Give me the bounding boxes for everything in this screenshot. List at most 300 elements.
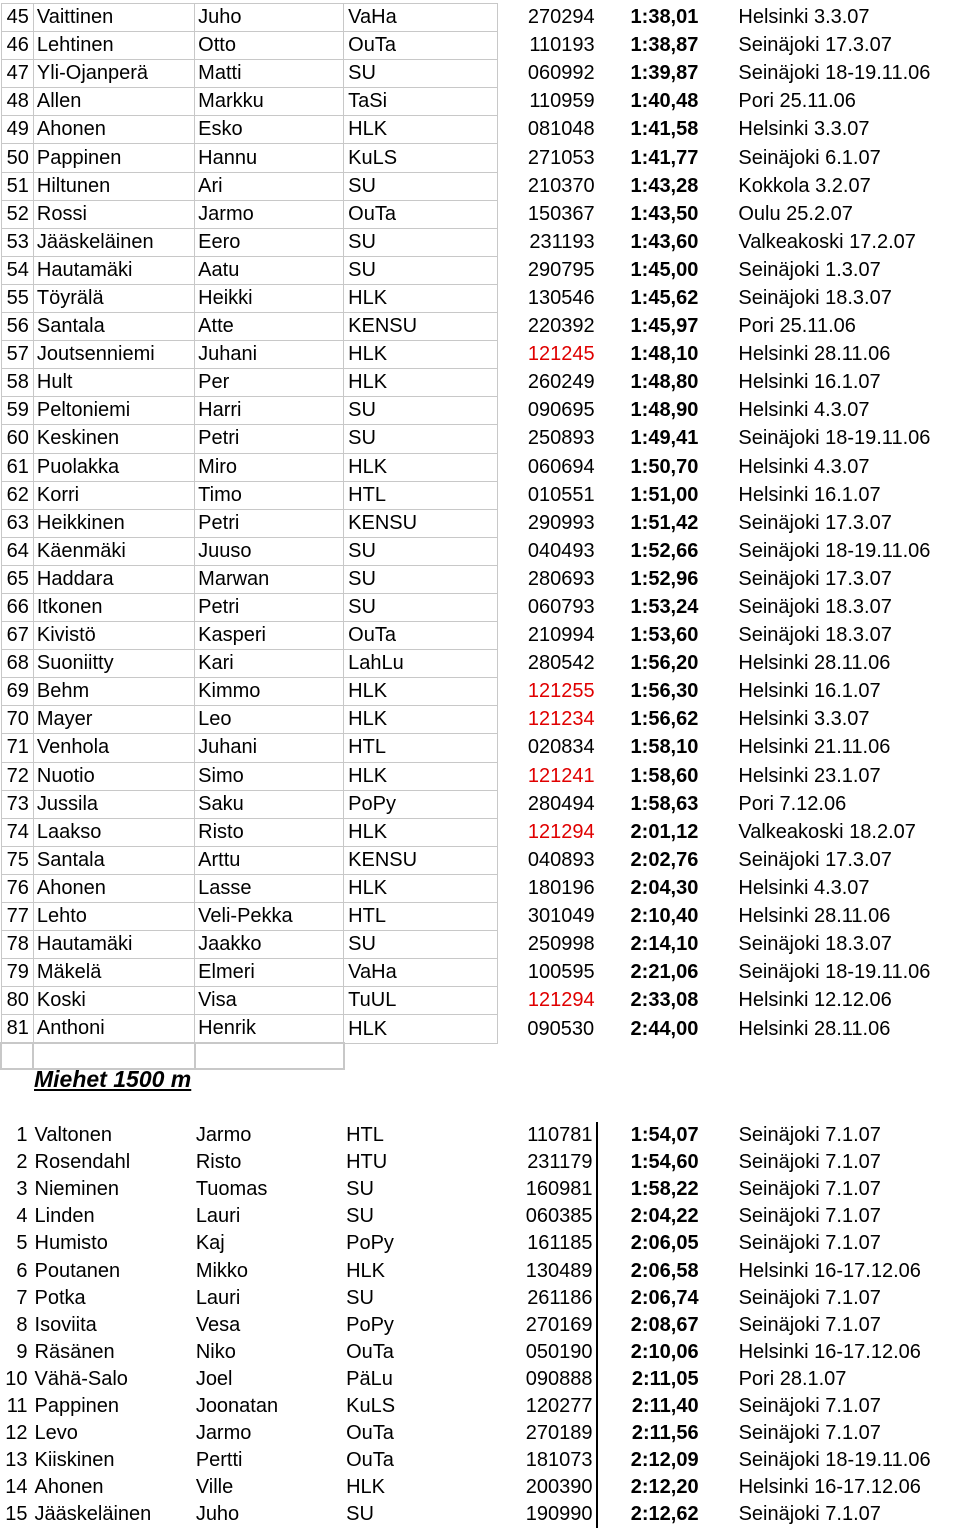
table-row bbox=[1, 762, 959, 790]
venue-date-cell: Seinäjoki 7.1.07 bbox=[738, 1394, 881, 1417]
table-row bbox=[1, 425, 959, 453]
table-row bbox=[1, 256, 959, 284]
table-row bbox=[1, 481, 959, 509]
club-cell: SU bbox=[344, 593, 498, 621]
rank-cell: 73 bbox=[1, 790, 33, 818]
venue-date-cell: Helsinki 16-17.12.06 bbox=[738, 1259, 921, 1282]
surname-cell: Itkonen bbox=[33, 593, 194, 621]
result-time-cell: 2:14,10 bbox=[630, 933, 699, 956]
club-cell: HLK bbox=[344, 706, 498, 734]
empty-cell bbox=[344, 1043, 498, 1069]
result-time-cell: 2:12,20 bbox=[630, 1476, 699, 1499]
result-time-cell: 1:56,30 bbox=[630, 680, 699, 703]
result-time-cell: 2:08,67 bbox=[630, 1313, 699, 1336]
birth-date-cell: 121294 bbox=[527, 989, 595, 1012]
first-name-cell: Leo bbox=[195, 706, 344, 734]
surname-cell: Töyrälä bbox=[33, 284, 194, 312]
club-cell: OuTa bbox=[346, 1449, 394, 1472]
first-name-cell: Petri bbox=[195, 509, 344, 537]
birth-date-cell: 250998 bbox=[527, 933, 595, 956]
club-cell: VaHa bbox=[344, 4, 498, 32]
rank-cell: 56 bbox=[1, 313, 33, 341]
club-cell: KuLS bbox=[346, 1394, 396, 1417]
surname-cell: Ahonen bbox=[33, 116, 194, 144]
club-cell: HLK bbox=[344, 762, 498, 790]
first-name-cell: Henrik bbox=[195, 1015, 344, 1044]
first-name-cell: Juho bbox=[195, 4, 344, 32]
club-cell: HLK bbox=[346, 1476, 386, 1499]
surname-cell: Joutsenniemi bbox=[33, 341, 194, 369]
club-cell: SU bbox=[346, 1205, 374, 1228]
rank-cell: 46 bbox=[1, 32, 33, 60]
table-row bbox=[1, 284, 959, 312]
result-time-cell: 2:04,30 bbox=[630, 876, 699, 899]
first-name-cell: Petri bbox=[195, 425, 344, 453]
surname-cell: Mäkelä bbox=[33, 959, 194, 987]
club-cell: HLK bbox=[344, 453, 498, 481]
venue-date-cell: Seinäjoki 7.1.07 bbox=[738, 1205, 881, 1228]
venue-date-cell: Helsinki 4.3.07 bbox=[738, 876, 870, 899]
surname-cell: Mayer bbox=[33, 706, 194, 734]
venue-date-cell: Seinäjoki 7.1.07 bbox=[738, 1232, 881, 1255]
table-row bbox=[0, 1447, 960, 1474]
table-row bbox=[0, 1474, 960, 1501]
surname-cell: Ahonen bbox=[34, 1476, 104, 1499]
result-time-cell: 1:43,50 bbox=[630, 202, 699, 225]
birth-date-cell: 040493 bbox=[527, 539, 595, 562]
result-time-cell: 1:51,42 bbox=[630, 511, 699, 534]
venue-date-cell: Pori 25.11.06 bbox=[738, 90, 856, 113]
venue-date-cell: Seinäjoki 7.1.07 bbox=[738, 1124, 881, 1147]
club-cell: OuTa bbox=[344, 32, 498, 60]
first-name-cell: Jarmo bbox=[195, 1422, 252, 1445]
rank-cell: 81 bbox=[1, 1015, 33, 1044]
venue-date-cell: Pori 28.1.07 bbox=[738, 1367, 847, 1390]
first-name-cell: Arttu bbox=[195, 846, 344, 874]
first-name-cell: Esko bbox=[195, 116, 344, 144]
venue-date-cell: Seinäjoki 18-19.11.06 bbox=[738, 539, 931, 562]
surname-cell: Pappinen bbox=[33, 144, 194, 172]
surname-cell: Levo bbox=[34, 1422, 78, 1445]
result-time-cell: 1:49,41 bbox=[630, 427, 699, 450]
venue-date-cell: Seinäjoki 18.3.07 bbox=[738, 286, 892, 309]
rank-cell: 63 bbox=[1, 509, 33, 537]
surname-cell: Rosendahl bbox=[34, 1151, 131, 1174]
birth-date-cell: 200390 bbox=[495, 1474, 597, 1501]
table-row bbox=[1, 931, 959, 959]
birth-date-cell: 220392 bbox=[527, 315, 595, 338]
birth-date-cell: 271053 bbox=[527, 146, 595, 169]
first-name-cell: Risto bbox=[195, 1151, 242, 1174]
club-cell: SU bbox=[346, 1178, 374, 1201]
surname-cell: Pappinen bbox=[34, 1394, 120, 1417]
table-row bbox=[1, 453, 959, 481]
surname-cell: Santala bbox=[33, 313, 194, 341]
first-name-cell: Tuomas bbox=[195, 1178, 268, 1201]
rank-cell: 62 bbox=[1, 481, 33, 509]
birth-date-cell: 120277 bbox=[495, 1393, 597, 1420]
first-name-cell: Visa bbox=[195, 987, 344, 1015]
birth-date-cell: 231179 bbox=[495, 1149, 597, 1176]
table-row bbox=[1, 88, 959, 116]
club-cell: KuLS bbox=[344, 144, 498, 172]
table-row bbox=[1, 959, 959, 987]
venue-date-cell: Helsinki 4.3.07 bbox=[738, 455, 870, 478]
empty-cell bbox=[701, 1043, 959, 1069]
rank-cell: 77 bbox=[1, 903, 33, 931]
birth-date-cell: 190990 bbox=[495, 1501, 597, 1528]
first-name-cell: Markku bbox=[195, 88, 344, 116]
rank-cell: 12 bbox=[5, 1422, 28, 1445]
club-cell: SU bbox=[344, 537, 498, 565]
table-row bbox=[1, 172, 959, 200]
birth-date-cell: 090530 bbox=[527, 1017, 595, 1040]
first-name-cell: Otto bbox=[195, 32, 344, 60]
club-cell: HTL bbox=[344, 481, 498, 509]
result-time-cell: 2:10,40 bbox=[630, 905, 699, 928]
first-name-cell: Matti bbox=[195, 60, 344, 88]
first-name-cell: Heikki bbox=[195, 284, 344, 312]
club-cell: OuTa bbox=[346, 1422, 394, 1445]
club-cell: SU bbox=[344, 565, 498, 593]
venue-date-cell: Seinäjoki 7.1.07 bbox=[738, 1503, 881, 1526]
surname-cell: Hautamäki bbox=[33, 931, 194, 959]
birth-date-cell: 121234 bbox=[527, 708, 595, 731]
result-time-cell: 1:41,77 bbox=[630, 146, 699, 169]
surname-cell: Linden bbox=[34, 1205, 95, 1228]
surname-cell: Kiiskinen bbox=[34, 1449, 115, 1472]
result-time-cell: 2:01,12 bbox=[630, 820, 699, 843]
venue-date-cell: Helsinki 23.1.07 bbox=[738, 764, 881, 787]
first-name-cell: Lauri bbox=[195, 1286, 241, 1309]
club-cell: OuTa bbox=[346, 1340, 394, 1363]
venue-date-cell: Seinäjoki 1.3.07 bbox=[738, 258, 881, 281]
result-time-cell: 1:58,22 bbox=[630, 1178, 699, 1201]
birth-date-cell: 121294 bbox=[527, 820, 595, 843]
result-time-cell: 1:43,28 bbox=[630, 174, 699, 197]
result-time-cell: 1:58,63 bbox=[630, 792, 699, 815]
birth-date-cell: 060793 bbox=[527, 596, 595, 619]
result-time-cell: 2:11,40 bbox=[631, 1394, 699, 1417]
club-cell: SU bbox=[344, 172, 498, 200]
surname-cell: Suoniitty bbox=[33, 650, 194, 678]
rank-cell: 14 bbox=[5, 1476, 28, 1499]
venue-date-cell: Helsinki 16.1.07 bbox=[738, 371, 881, 394]
result-time-cell: 1:39,87 bbox=[630, 62, 699, 85]
result-time-cell: 2:02,76 bbox=[630, 848, 699, 871]
venue-date-cell: Kokkola 3.2.07 bbox=[738, 174, 871, 197]
rank-cell: 76 bbox=[1, 874, 33, 902]
venue-date-cell: Helsinki 28.11.06 bbox=[738, 652, 891, 675]
result-time-cell: 2:33,08 bbox=[630, 989, 699, 1012]
rank-cell: 57 bbox=[1, 341, 33, 369]
venue-date-cell: Seinäjoki 17.3.07 bbox=[738, 511, 892, 534]
result-time-cell: 1:58,60 bbox=[630, 764, 699, 787]
surname-cell: Hiltunen bbox=[33, 172, 194, 200]
venue-date-cell: Helsinki 28.11.06 bbox=[738, 905, 891, 928]
first-name-cell: Lauri bbox=[195, 1205, 241, 1228]
result-time-cell: 1:45,62 bbox=[630, 286, 699, 309]
club-cell: HLK bbox=[344, 678, 498, 706]
club-cell: HLK bbox=[344, 369, 498, 397]
club-cell: PoPy bbox=[344, 790, 498, 818]
club-cell: HTL bbox=[344, 903, 498, 931]
first-name-cell: Jarmo bbox=[195, 1124, 252, 1147]
rank-cell: 49 bbox=[1, 116, 33, 144]
club-cell: KENSU bbox=[344, 846, 498, 874]
surname-cell: Haddara bbox=[33, 565, 194, 593]
venue-date-cell: Helsinki 12.12.06 bbox=[738, 989, 892, 1012]
table-row bbox=[1, 987, 959, 1015]
first-name-cell: Juhani bbox=[195, 734, 344, 762]
birth-date-cell: 231193 bbox=[529, 230, 595, 253]
rank-cell: 59 bbox=[1, 397, 33, 425]
result-time-cell: 2:06,05 bbox=[630, 1232, 699, 1255]
venue-date-cell: Pori 25.11.06 bbox=[738, 315, 856, 338]
club-cell: HTL bbox=[344, 734, 498, 762]
table-row bbox=[1, 734, 959, 762]
venue-date-cell: Helsinki 3.3.07 bbox=[738, 118, 870, 141]
birth-date-cell: 301049 bbox=[527, 905, 595, 928]
birth-date-cell: 050190 bbox=[495, 1339, 597, 1366]
birth-date-cell: 261186 bbox=[495, 1285, 597, 1312]
first-name-cell: Simo bbox=[195, 762, 344, 790]
rank-cell: 3 bbox=[16, 1178, 28, 1201]
result-time-cell: 2:11,56 bbox=[631, 1422, 699, 1445]
table-row bbox=[1, 509, 959, 537]
venue-date-cell: Valkeakoski 17.2.07 bbox=[738, 230, 916, 253]
venue-date-cell: Seinäjoki 18-19.11.06 bbox=[738, 1449, 931, 1472]
first-name-cell: Mikko bbox=[195, 1259, 249, 1282]
surname-cell: Valtonen bbox=[34, 1124, 112, 1147]
first-name-cell: Kimmo bbox=[195, 678, 344, 706]
club-cell: HTL bbox=[346, 1124, 384, 1147]
rank-cell: 58 bbox=[1, 369, 33, 397]
surname-cell: Vaittinen bbox=[33, 4, 194, 32]
birth-date-cell: 210370 bbox=[527, 174, 595, 197]
club-cell: HTU bbox=[346, 1151, 388, 1174]
surname-cell: Isoviita bbox=[34, 1313, 97, 1336]
venue-date-cell: Seinäjoki 7.1.07 bbox=[738, 1286, 881, 1309]
rank-cell: 74 bbox=[1, 818, 33, 846]
rank-cell: 79 bbox=[1, 959, 33, 987]
surname-cell: Vähä-Salo bbox=[34, 1367, 128, 1390]
surname-cell: Heikkinen bbox=[33, 509, 194, 537]
first-name-cell: Jaakko bbox=[195, 931, 344, 959]
venue-date-cell: Seinäjoki 18-19.11.06 bbox=[738, 961, 931, 984]
birth-date-cell: 121255 bbox=[527, 680, 595, 703]
rank-cell: 60 bbox=[1, 425, 33, 453]
venue-date-cell: Helsinki 3.3.07 bbox=[738, 708, 870, 731]
rank-cell: 45 bbox=[1, 4, 33, 32]
club-cell: PoPy bbox=[346, 1313, 394, 1336]
table-row bbox=[0, 1149, 960, 1176]
rank-cell: 15 bbox=[5, 1503, 28, 1526]
table-row bbox=[0, 1257, 960, 1284]
surname-cell: Kivistö bbox=[33, 622, 194, 650]
club-cell: SU bbox=[344, 425, 498, 453]
club-cell: HLK bbox=[344, 1015, 498, 1044]
first-name-cell: Atte bbox=[195, 313, 344, 341]
first-name-cell: Joonatan bbox=[195, 1394, 279, 1417]
empty-cell bbox=[599, 1043, 701, 1069]
surname-cell: Keskinen bbox=[33, 425, 194, 453]
venue-date-cell: Valkeakoski 18.2.07 bbox=[738, 820, 916, 843]
first-name-cell: Aatu bbox=[195, 256, 344, 284]
club-cell: PäLu bbox=[346, 1367, 393, 1390]
surname-cell: Santala bbox=[33, 846, 194, 874]
result-time-cell: 1:43,60 bbox=[630, 230, 699, 253]
result-time-cell: 2:06,58 bbox=[630, 1259, 699, 1282]
first-name-cell: Juuso bbox=[195, 537, 344, 565]
rank-cell: 72 bbox=[1, 762, 33, 790]
result-time-cell: 1:54,07 bbox=[630, 1124, 699, 1147]
surname-cell: Yli-Ojanperä bbox=[33, 60, 194, 88]
club-cell: PoPy bbox=[346, 1232, 394, 1255]
table-row bbox=[0, 1122, 960, 1149]
result-time-cell: 1:56,20 bbox=[630, 652, 699, 675]
table-row bbox=[1, 537, 959, 565]
birth-date-cell: 280494 bbox=[527, 792, 595, 815]
table-row bbox=[0, 1339, 960, 1366]
club-cell: HLK bbox=[346, 1259, 386, 1282]
venue-date-cell: Helsinki 16.1.07 bbox=[738, 483, 881, 506]
rank-cell: 61 bbox=[1, 453, 33, 481]
rank-cell: 64 bbox=[1, 537, 33, 565]
result-time-cell: 1:56,62 bbox=[630, 708, 699, 731]
birth-date-cell: 150367 bbox=[527, 202, 595, 225]
first-name-cell: Saku bbox=[195, 790, 344, 818]
first-name-cell: Kaj bbox=[195, 1232, 225, 1255]
result-time-cell: 1:45,97 bbox=[630, 315, 699, 338]
rank-cell: 10 bbox=[5, 1367, 28, 1390]
birth-date-cell: 290993 bbox=[527, 511, 595, 534]
birth-date-cell: 161185 bbox=[495, 1230, 597, 1257]
venue-date-cell: Seinäjoki 7.1.07 bbox=[738, 1151, 881, 1174]
first-name-cell: Pertti bbox=[195, 1449, 243, 1472]
venue-date-cell: Seinäjoki 7.1.07 bbox=[738, 1178, 881, 1201]
rank-cell: 11 bbox=[6, 1394, 28, 1417]
surname-cell: Poutanen bbox=[34, 1259, 121, 1282]
venue-date-cell: Helsinki 4.3.07 bbox=[738, 399, 870, 422]
result-time-cell: 2:44,00 bbox=[630, 1017, 699, 1040]
first-name-cell: Juho bbox=[195, 1503, 240, 1526]
table-row bbox=[1, 397, 959, 425]
birth-date-cell: 010551 bbox=[527, 483, 595, 506]
surname-cell: Peltoniemi bbox=[33, 397, 194, 425]
venue-date-cell: Seinäjoki 7.1.07 bbox=[738, 1313, 881, 1336]
surname-cell: Hult bbox=[33, 369, 194, 397]
table-row bbox=[1, 678, 959, 706]
first-name-cell: Lasse bbox=[195, 874, 344, 902]
first-name-cell: Timo bbox=[195, 481, 344, 509]
results-table-bottom bbox=[0, 1122, 960, 1528]
birth-date-cell: 110781 bbox=[495, 1122, 597, 1149]
result-time-cell: 1:48,90 bbox=[630, 399, 699, 422]
birth-date-cell: 060385 bbox=[495, 1203, 597, 1230]
result-time-cell: 1:45,00 bbox=[630, 258, 699, 281]
table-row bbox=[1, 200, 959, 228]
venue-date-cell: Seinäjoki 6.1.07 bbox=[738, 146, 881, 169]
rank-cell: 48 bbox=[1, 88, 33, 116]
first-name-cell: Per bbox=[195, 369, 344, 397]
venue-date-cell: Helsinki 16.1.07 bbox=[738, 680, 881, 703]
rank-cell: 75 bbox=[1, 846, 33, 874]
club-cell: KENSU bbox=[344, 509, 498, 537]
birth-date-cell: 110193 bbox=[529, 34, 595, 57]
club-cell: KENSU bbox=[344, 313, 498, 341]
venue-date-cell: Pori 7.12.06 bbox=[738, 792, 847, 815]
rank-cell: 66 bbox=[1, 593, 33, 621]
rank-cell: 54 bbox=[1, 256, 33, 284]
first-name-cell: Hannu bbox=[195, 144, 344, 172]
result-time-cell: 1:53,24 bbox=[630, 596, 699, 619]
rank-cell: 70 bbox=[1, 706, 33, 734]
rank-cell: 80 bbox=[1, 987, 33, 1015]
table-row bbox=[1, 313, 959, 341]
birth-date-cell: 270169 bbox=[495, 1312, 597, 1339]
venue-date-cell: Helsinki 16-17.12.06 bbox=[738, 1340, 921, 1363]
venue-date-cell: Seinäjoki 18.3.07 bbox=[738, 596, 892, 619]
venue-date-cell: Seinäjoki 17.3.07 bbox=[738, 34, 892, 57]
table-row bbox=[1, 341, 959, 369]
rank-cell: 9 bbox=[16, 1340, 28, 1363]
birth-date-cell: 090888 bbox=[495, 1366, 597, 1393]
table-row bbox=[1, 32, 959, 60]
surname-cell: Behm bbox=[33, 678, 194, 706]
first-name-cell: Kari bbox=[195, 650, 344, 678]
rank-cell: 5 bbox=[16, 1232, 28, 1255]
surname-cell: Puolakka bbox=[33, 453, 194, 481]
surname-cell: Laakso bbox=[33, 818, 194, 846]
club-cell: HLK bbox=[344, 874, 498, 902]
table-row bbox=[1, 1015, 959, 1044]
first-name-cell: Joel bbox=[195, 1367, 233, 1390]
club-cell: VaHa bbox=[344, 959, 498, 987]
first-name-cell: Ville bbox=[195, 1476, 234, 1499]
table-row bbox=[1, 790, 959, 818]
birth-date-cell: 060992 bbox=[527, 62, 595, 85]
rank-cell: 65 bbox=[1, 565, 33, 593]
surname-cell: Käenmäki bbox=[33, 537, 194, 565]
club-cell: SU bbox=[344, 931, 498, 959]
table-row bbox=[1, 228, 959, 256]
venue-date-cell: Seinäjoki 7.1.07 bbox=[738, 1422, 881, 1445]
result-time-cell: 1:40,48 bbox=[630, 90, 699, 113]
table-row bbox=[1, 369, 959, 397]
results-table-top bbox=[0, 3, 960, 1070]
club-cell: LahLu bbox=[344, 650, 498, 678]
result-time-cell: 2:04,22 bbox=[630, 1205, 699, 1228]
surname-cell: Koski bbox=[33, 987, 194, 1015]
venue-date-cell: Seinäjoki 18-19.11.06 bbox=[738, 427, 931, 450]
result-time-cell: 2:06,74 bbox=[630, 1286, 699, 1309]
first-name-cell: Ari bbox=[195, 172, 344, 200]
rank-cell: 2 bbox=[16, 1151, 28, 1174]
first-name-cell: Niko bbox=[195, 1340, 236, 1363]
venue-date-cell: Seinäjoki 17.3.07 bbox=[738, 848, 892, 871]
first-name-cell: Marwan bbox=[195, 565, 344, 593]
birth-date-cell: 260249 bbox=[527, 371, 595, 394]
birth-date-cell: 040893 bbox=[527, 848, 595, 871]
table-row bbox=[1, 874, 959, 902]
table-row bbox=[1, 650, 959, 678]
venue-date-cell: Helsinki 16-17.12.06 bbox=[738, 1476, 921, 1499]
result-time-cell: 1:38,01 bbox=[630, 6, 699, 29]
birth-date-cell: 180196 bbox=[527, 876, 595, 899]
result-time-cell: 1:38,87 bbox=[630, 34, 699, 57]
table-row bbox=[0, 1285, 960, 1312]
